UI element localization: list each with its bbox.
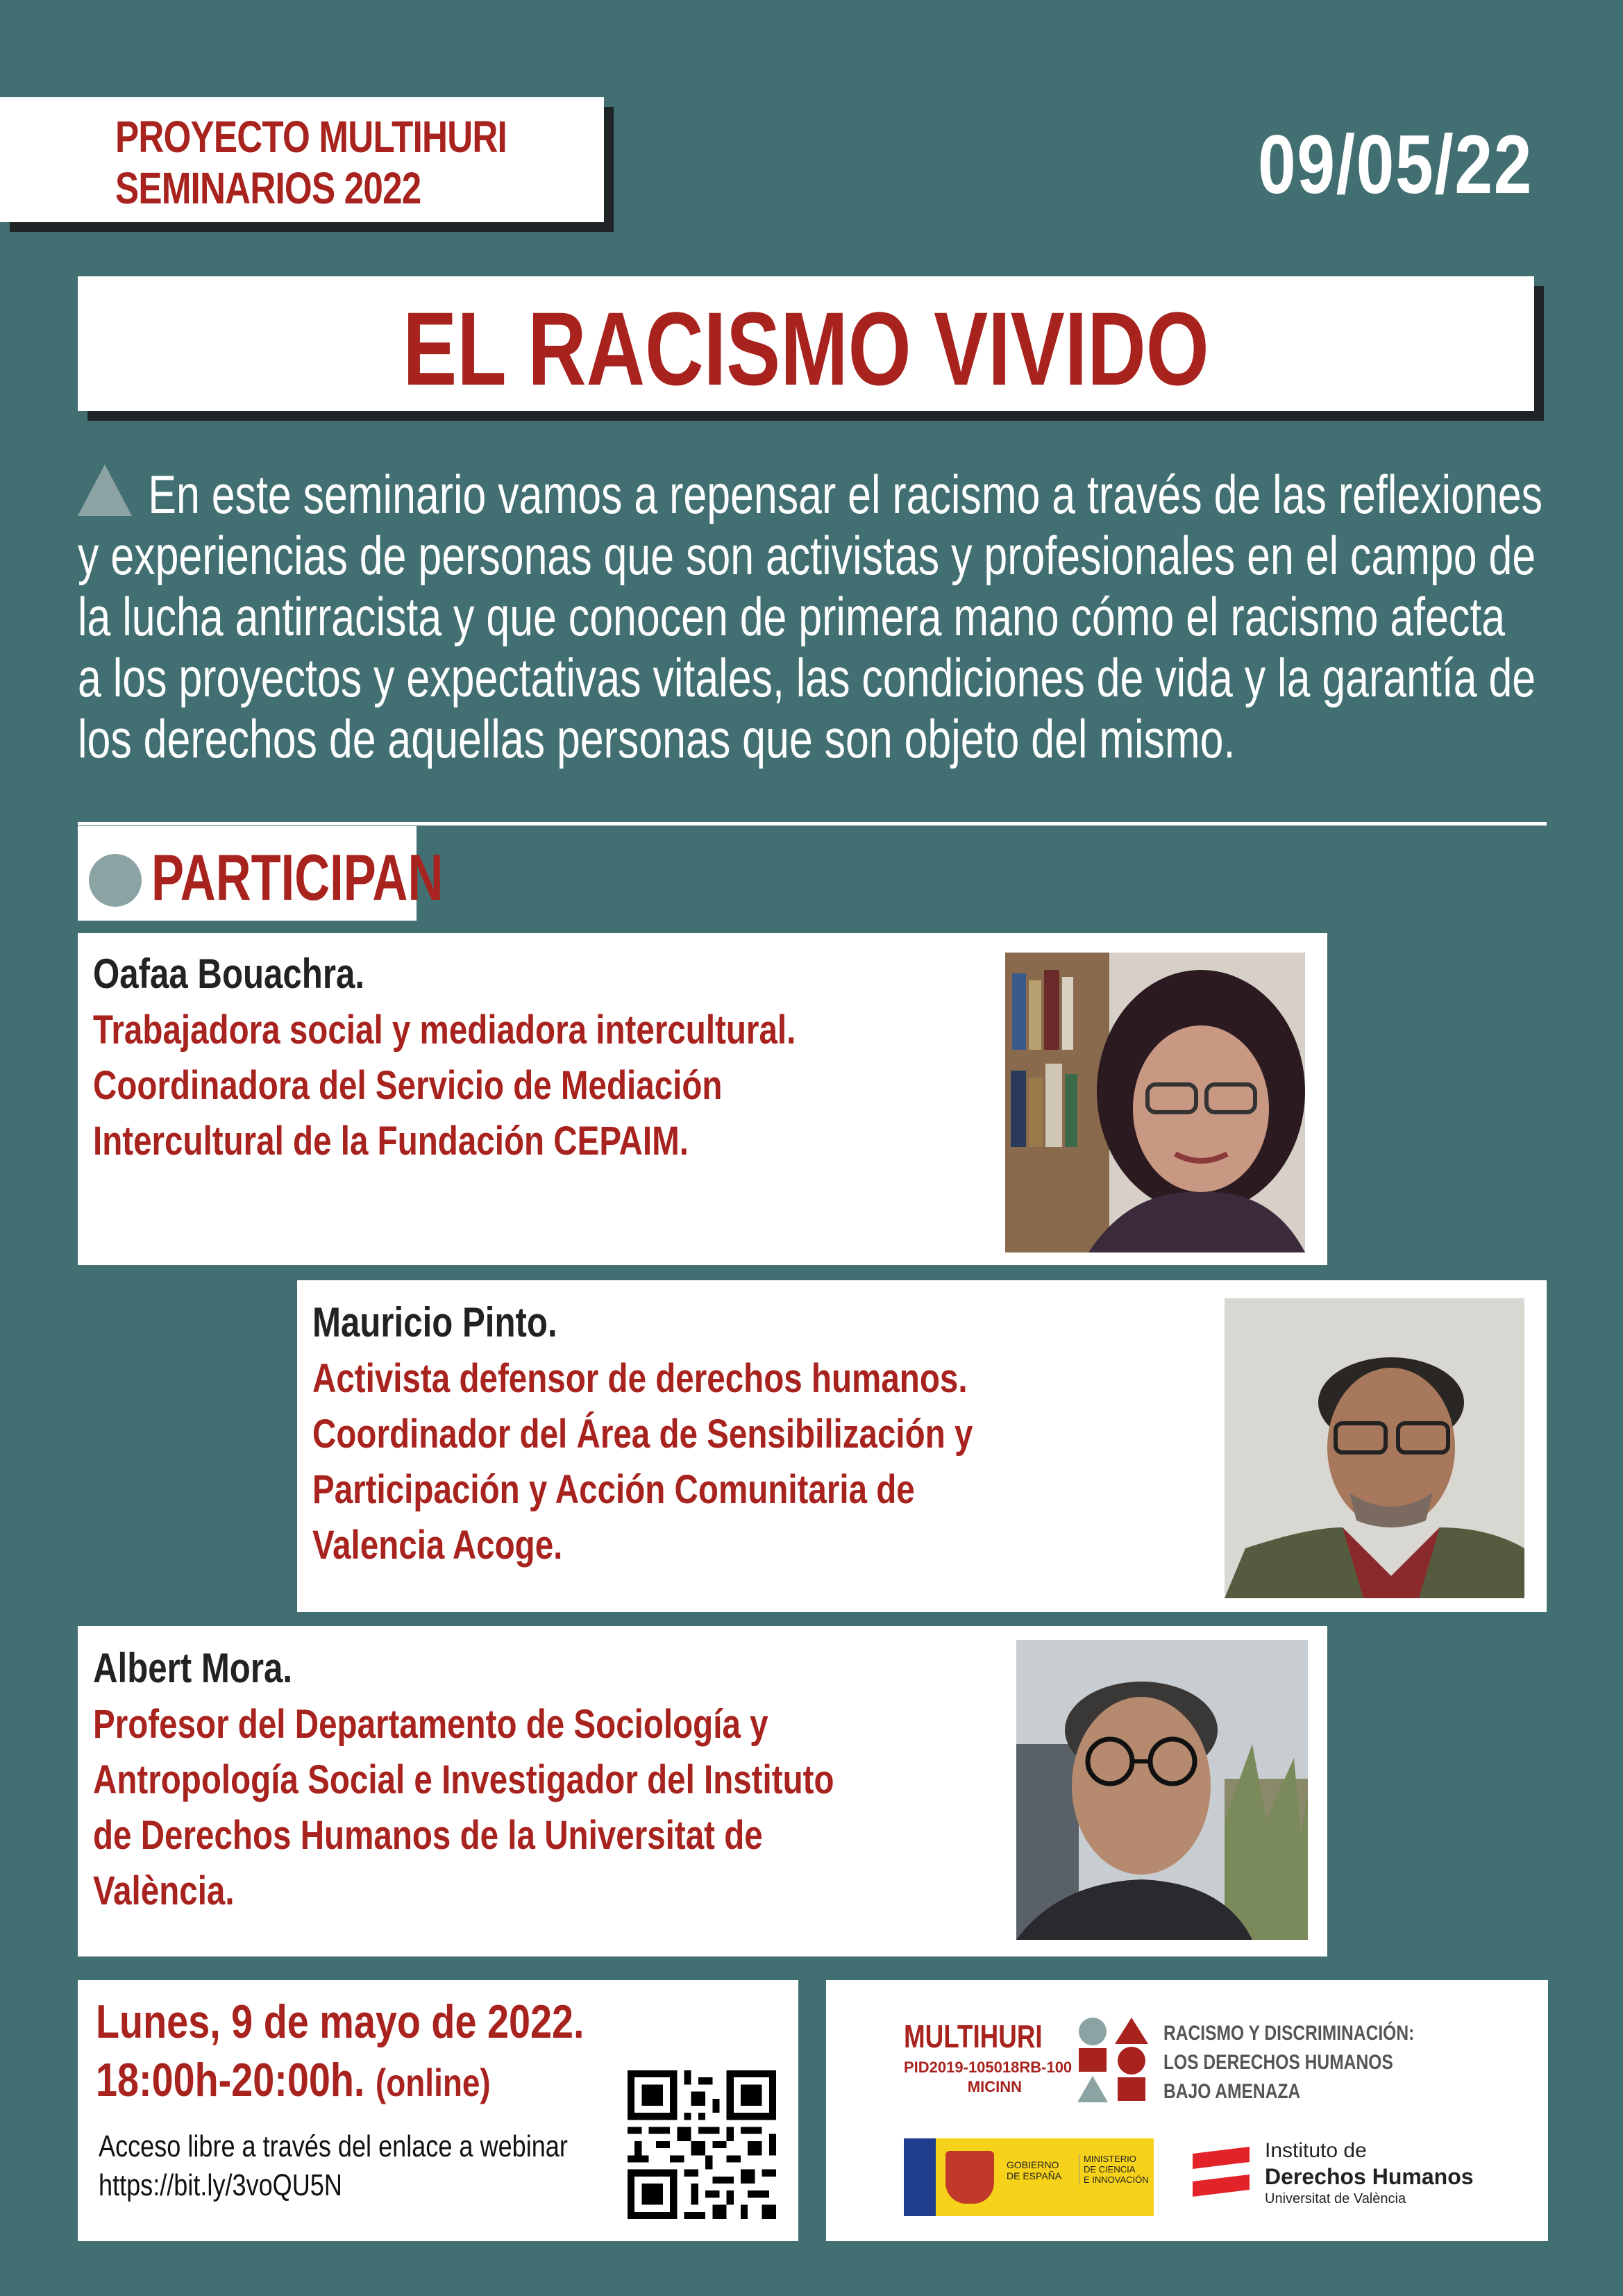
participants-heading [78,826,444,921]
circle-icon [89,854,142,907]
speaker-description: Trabajadora social y mediadora intercultural. Coordinadora del Servicio de Mediación Intercultural de la Fundación CEPAIM. [93,1007,796,1164]
intro-line: En este seminario vamos a repensar el racismo a través de las reflexiones [148,464,1543,525]
access-info [99,2127,568,2205]
access-text: Acceso libre a través del enlace a webinar [99,2129,568,2163]
intro-line: y experiencias de personas que son activistas y profesionales en el campo de [78,525,1536,586]
speaker-photo [1005,953,1305,1252]
speaker-photo [1016,1640,1308,1940]
divider [78,822,1547,826]
triangle-icon [78,464,132,516]
webinar-link[interactable]: https://bit.ly/3voQU5N [99,2168,342,2202]
intro-line: los derechos de aquellas personas que son objeto del mismo. [78,708,1236,769]
project-tagline: RACISMO Y DISCRIMINACIÓN: LOS DERECHOS HUMANOS BAJO AMENAZA [1163,2022,1415,2103]
seminar-series: SEMINARIOS 2022 [115,163,421,213]
event-date-short: 09/05/22 [1257,118,1533,211]
event-info [78,1980,798,2241]
speaker-card [297,1280,1547,1612]
speaker-name: Mauricio Pinto. [312,1299,557,1346]
intro-line: a los proyectos y expectativas vitales, las condiciones de vida y la garantía de [78,647,1536,708]
page-title: EL RACISMO VIVIDO [403,290,1209,407]
qr-code-icon[interactable] [628,2070,776,2219]
title-banner [78,276,1534,411]
speaker-photo [1225,1298,1524,1598]
intro-line: la lucha antirracista y que conocen de primera mano cómo el racismo afecta [78,586,1506,647]
sponsor-logos [826,1980,1548,2241]
multihuri-logo-title: MULTIHURI [904,2018,1043,2054]
event-schedule [96,1993,585,2112]
participants-label: PARTICIPAN [151,841,444,914]
multihuri-logo-code: PID2019-105018RB-100 MICINN [904,2059,1073,2095]
project-name: PROYECTO MULTIHURI [115,112,507,162]
speaker-card [78,933,1327,1265]
idh-logo-text: Instituto de Derechos Humanos Universitat de València [1265,2139,1474,2206]
intro-paragraph [78,464,1549,769]
event-time: 18:00h-20:00h. [96,2054,365,2106]
shapes-logo-icon [1076,2016,1154,2104]
idh-logo-icon [1193,2147,1250,2206]
coat-of-arms-icon [945,2151,994,2204]
event-mode: (online) [375,2061,491,2104]
speaker-name: Albert Mora. [93,1645,293,1691]
speaker-description: Profesor del Departamento de Sociología y Antropología Social e Investigador del Instituto de Derechos Humanos de la Universitat de València. [93,1702,834,1913]
project-label [0,97,604,222]
speaker-description: Activista defensor de derechos humanos. Coordinador del Área de Sensibilización y Participación y Acción Comunitaria de Valencia Acoge. [312,1356,973,1568]
event-date: Lunes, 9 de mayo de 2022. [96,1995,585,2048]
gobierno-espana-logo: GOBIERNO DE ESPAÑA MINISTERIO DE CIENCIA E INNOVACIÓN [904,2138,1154,2216]
speaker-name: Oafaa Bouachra. [93,950,365,997]
speaker-card [78,1626,1327,1956]
